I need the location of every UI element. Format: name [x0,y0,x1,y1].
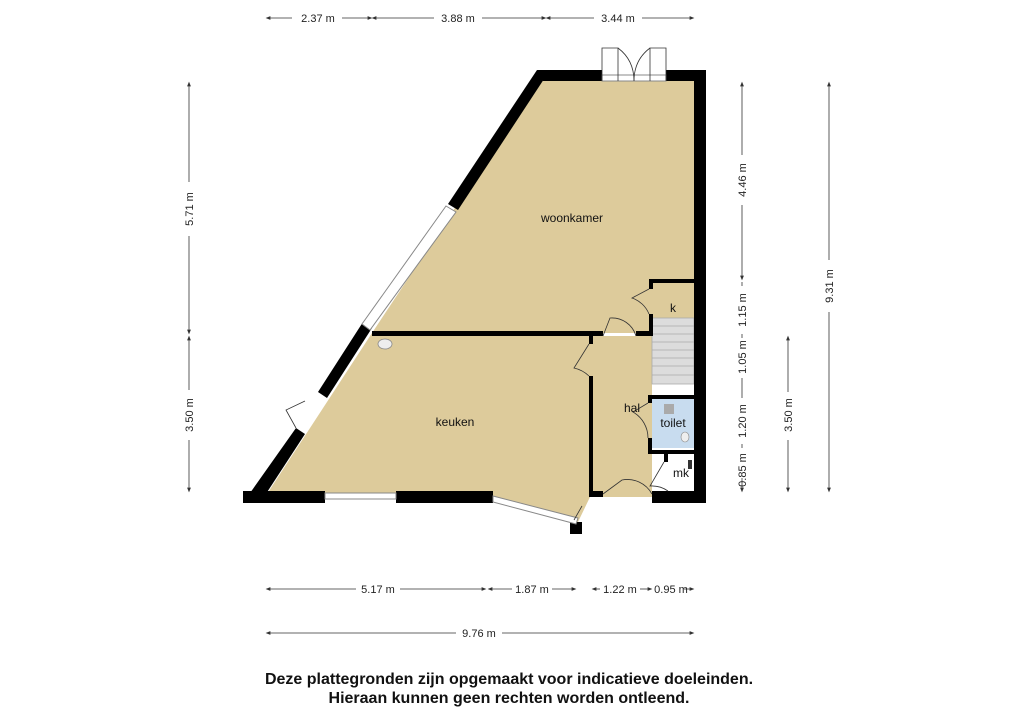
dim-left-upper: 5.71 m [184,192,196,226]
dim-bottom-total: 9.76 m [462,628,496,640]
label-toilet: toilet [660,416,686,430]
woonkamer-floor [372,78,697,333]
toilet-sink-icon [681,432,689,442]
disclaimer-line-2: Hieraan kunnen geen rechten worden ontleend. [328,690,690,707]
dim-bottom-4: 0.95 m [654,584,688,596]
label-woonkamer: woonkamer [540,211,604,225]
dim-bottom-3: 1.22 m [603,584,637,596]
label-k: k [670,301,676,315]
dim-right-mid: 3.50 m [783,398,795,432]
dim-top-2: 3.88 m [441,13,475,25]
dim-right-total: 9.31 m [824,269,836,303]
dim-right-inner-5: 0.85 m [737,453,749,487]
stairs [652,318,694,384]
dim-right-inner-3: 1.05 m [737,340,749,374]
sink-icon [378,339,392,349]
dim-top-1: 2.37 m [301,13,335,25]
dim-top-3: 3.44 m [601,13,635,25]
dim-bottom-1: 5.17 m [361,584,395,596]
dim-right-inner-4: 1.20 m [737,404,749,438]
label-mk: mk [673,466,689,480]
hal-floor [592,336,652,497]
dim-right-inner-2: 1.15 m [737,293,749,327]
dim-bottom-2: 1.87 m [515,584,549,596]
label-keuken: keuken [435,415,475,429]
disclaimer-line-1: Deze plattegronden zijn opgemaakt voor indicatieve doeleinden. [264,671,754,688]
toilet-bowl-icon [664,404,674,414]
dim-left-lower: 3.50 m [184,398,196,432]
label-hal: hal [623,401,641,415]
dim-right-inner-1: 4.46 m [737,163,749,197]
